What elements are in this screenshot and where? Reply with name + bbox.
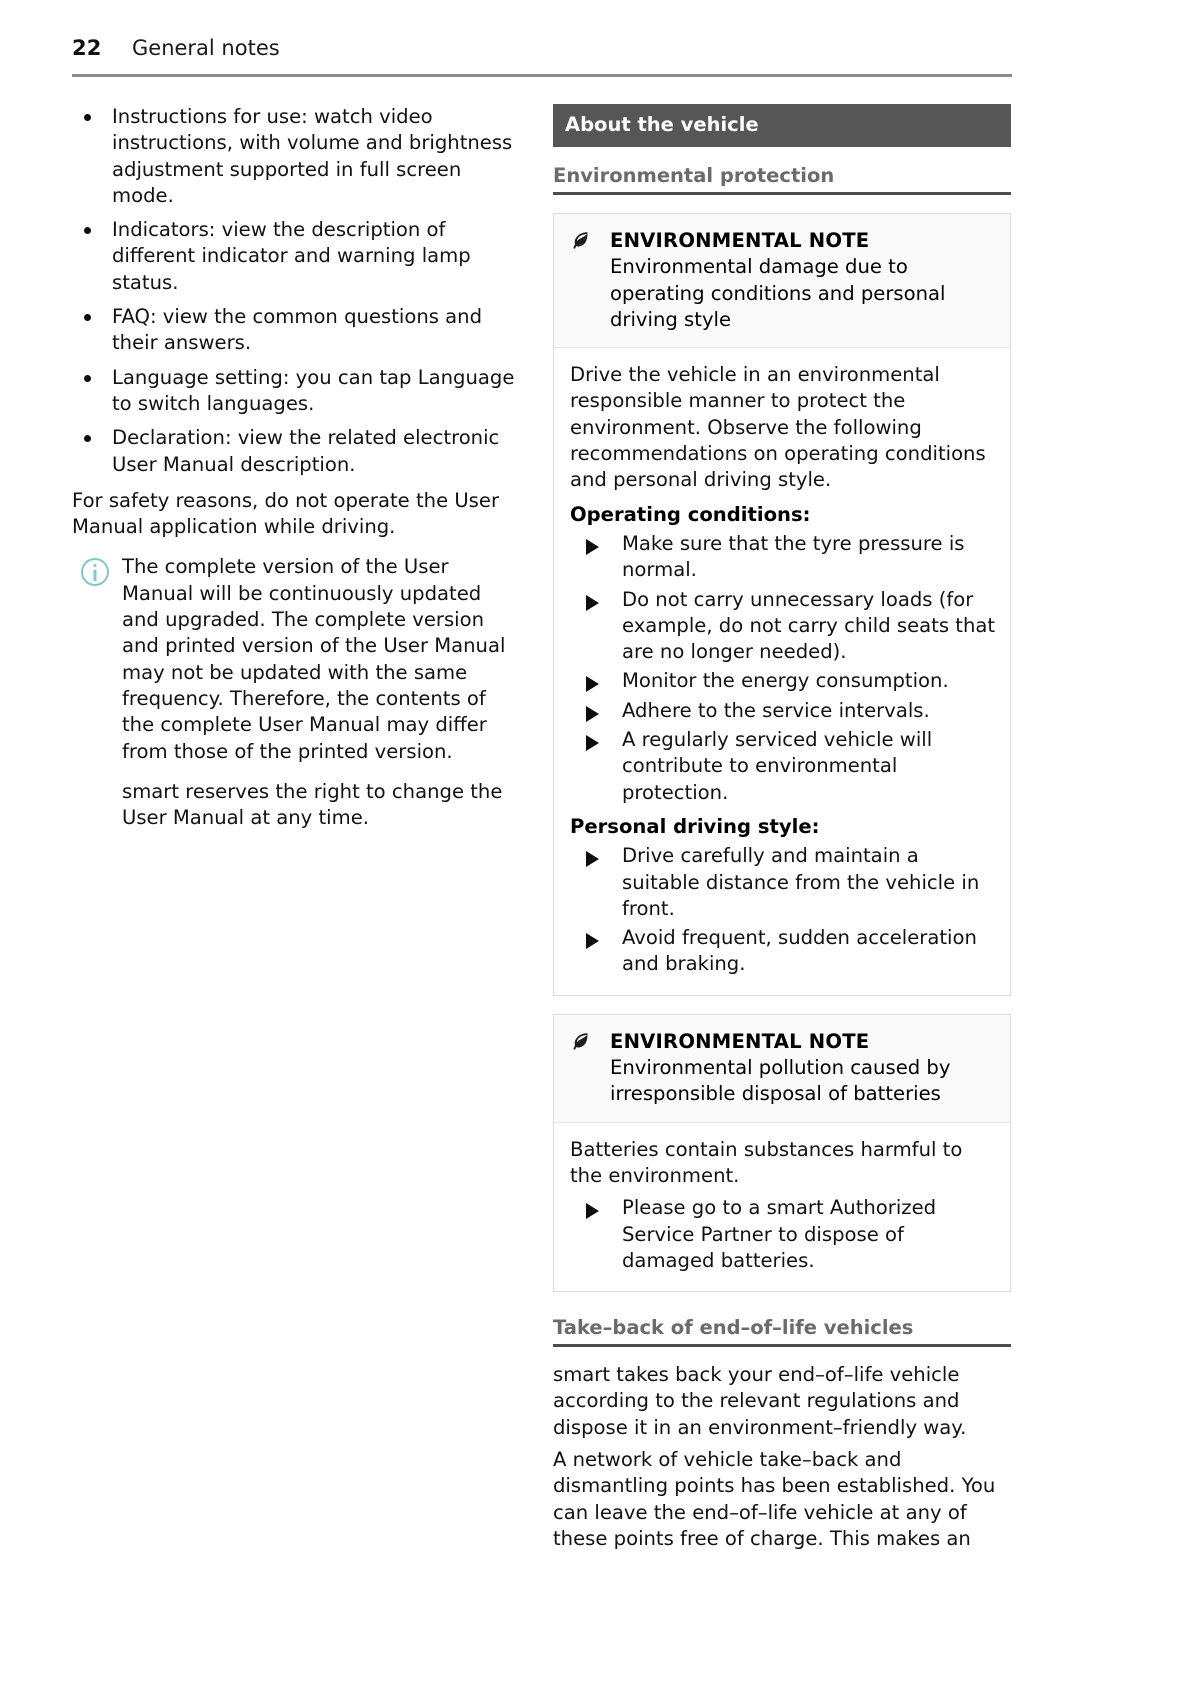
personal-driving-style-list — [570, 843, 996, 977]
list-item — [570, 668, 996, 694]
list-item — [570, 531, 996, 584]
left-column — [72, 104, 522, 831]
section-bar-about-the-vehicle: About the vehicle — [553, 104, 1011, 147]
bullet-dot-icon — [84, 114, 91, 121]
note-box-header — [554, 214, 1010, 348]
feature-bullet-list — [72, 104, 522, 478]
operating-conditions-list — [570, 531, 996, 806]
list-item — [72, 217, 522, 296]
note-label: ENVIRONMENTAL NOTE — [610, 229, 870, 252]
list-item-text: Avoid frequent, sudden acceleration and braking. — [622, 926, 977, 976]
list-item — [570, 727, 996, 806]
page-header — [72, 36, 1012, 60]
triangle-bullet-icon — [586, 851, 599, 867]
environmental-note-box-1 — [553, 213, 1011, 996]
bullet-dot-icon — [84, 314, 91, 321]
list-item — [72, 365, 522, 418]
list-item-text: Please go to a smart Authorized Service Partner to dispose of damaged batteries. — [622, 1196, 937, 1272]
list-item-text: A regularly serviced vehicle will contribute to environmental protection. — [622, 728, 933, 804]
info-note-paragraph: The complete version of the User Manual will be continuously updated and upgraded. The complete version and printed version of the User Manual may not be updated with the same frequency. Therefore, the contents of the complete User Manual may differ from those of the printed version. — [122, 555, 506, 763]
list-item-text: Indicators: view the description of different indicator and warning lamp status. — [112, 218, 471, 294]
note-intro-paragraph: Batteries contain substances harmful to the environment. — [570, 1137, 963, 1187]
subsection-take-back-of-end-of-life-vehicles: Take–back of end–of–life vehicles — [553, 1316, 1011, 1347]
page-title: General notes — [132, 36, 280, 60]
group-title-operating-conditions: Operating conditions: — [570, 502, 811, 526]
list-item-text: Make sure that the tyre pressure is normal. — [622, 531, 965, 582]
list-item — [72, 425, 522, 478]
triangle-bullet-icon — [586, 933, 599, 949]
battery-disposal-list — [570, 1195, 996, 1274]
note-label: ENVIRONMENTAL NOTE — [610, 1029, 870, 1053]
safety-paragraph: For safety reasons, do not operate the User Manual application while driving. — [72, 488, 500, 539]
info-circle-icon — [81, 558, 109, 586]
subsection-environmental-protection: Environmental protection — [553, 164, 1011, 195]
header-rule — [72, 74, 1012, 77]
info-note-paragraph: smart reserves the right to change the User Manual at any time. — [122, 779, 503, 830]
list-item-text: Instructions for use: watch video instructions, with volume and brightness adjustment supported in full screen mode. — [112, 105, 513, 207]
triangle-bullet-icon — [586, 595, 599, 611]
environmental-note-box-2 — [553, 1014, 1011, 1292]
right-column — [553, 104, 1011, 1558]
list-item-text: Language setting: you can tap Language to switch languages. — [112, 365, 515, 415]
note-head-text: Environmental damage due to operating conditions and personal driving style — [610, 255, 946, 331]
group-title-personal-driving-style: Personal driving style: — [570, 814, 820, 838]
list-item-text: Adhere to the service intervals. — [622, 698, 930, 722]
leaf-icon — [570, 1030, 592, 1052]
list-item-text: Declaration: view the related electronic User Manual description. — [112, 426, 500, 476]
list-item — [570, 843, 996, 922]
note-box-body — [554, 348, 1010, 995]
list-item-text: Drive carefully and maintain a suitable distance from the vehicle in front. — [622, 844, 980, 920]
triangle-bullet-icon — [586, 735, 599, 751]
tail-paragraph: A network of vehicle take–back and dismantling points has been established. You can leave the end–of–life vehicle at any of these points free of charge. This makes an — [553, 1447, 996, 1550]
info-note — [72, 554, 522, 831]
list-item-text: Do not carry unnecessary loads (for example, do not carry child seats that are no longer needed). — [622, 587, 996, 664]
triangle-bullet-icon — [586, 676, 599, 692]
triangle-bullet-icon — [586, 706, 599, 722]
bullet-dot-icon — [84, 375, 91, 382]
leaf-icon — [570, 229, 592, 251]
list-item — [570, 1195, 996, 1274]
list-item — [570, 587, 996, 666]
bullet-dot-icon — [84, 435, 91, 442]
note-intro-paragraph: Drive the vehicle in an environmental responsible manner to protect the environment. Observe the following recommendations on operating conditions and personal driving style. — [570, 363, 986, 492]
tail-paragraph: smart takes back your end–of–life vehicle according to the relevant regulations and dispose it in an environment–friendly way. — [553, 1363, 967, 1439]
note-box-body — [554, 1123, 1010, 1291]
list-item — [72, 104, 522, 209]
note-head-text: Environmental pollution caused by irresponsible disposal of batteries — [610, 1056, 951, 1106]
list-item-text: FAQ: view the common questions and their answers. — [112, 305, 483, 355]
list-item — [570, 698, 996, 724]
bullet-dot-icon — [84, 227, 91, 234]
note-box-header — [554, 1015, 1010, 1123]
list-item — [570, 925, 996, 978]
triangle-bullet-icon — [586, 1203, 599, 1219]
list-item — [72, 304, 522, 357]
triangle-bullet-icon — [586, 539, 599, 555]
list-item-text: Monitor the energy consumption. — [622, 669, 949, 693]
page-number: 22 — [72, 36, 102, 60]
